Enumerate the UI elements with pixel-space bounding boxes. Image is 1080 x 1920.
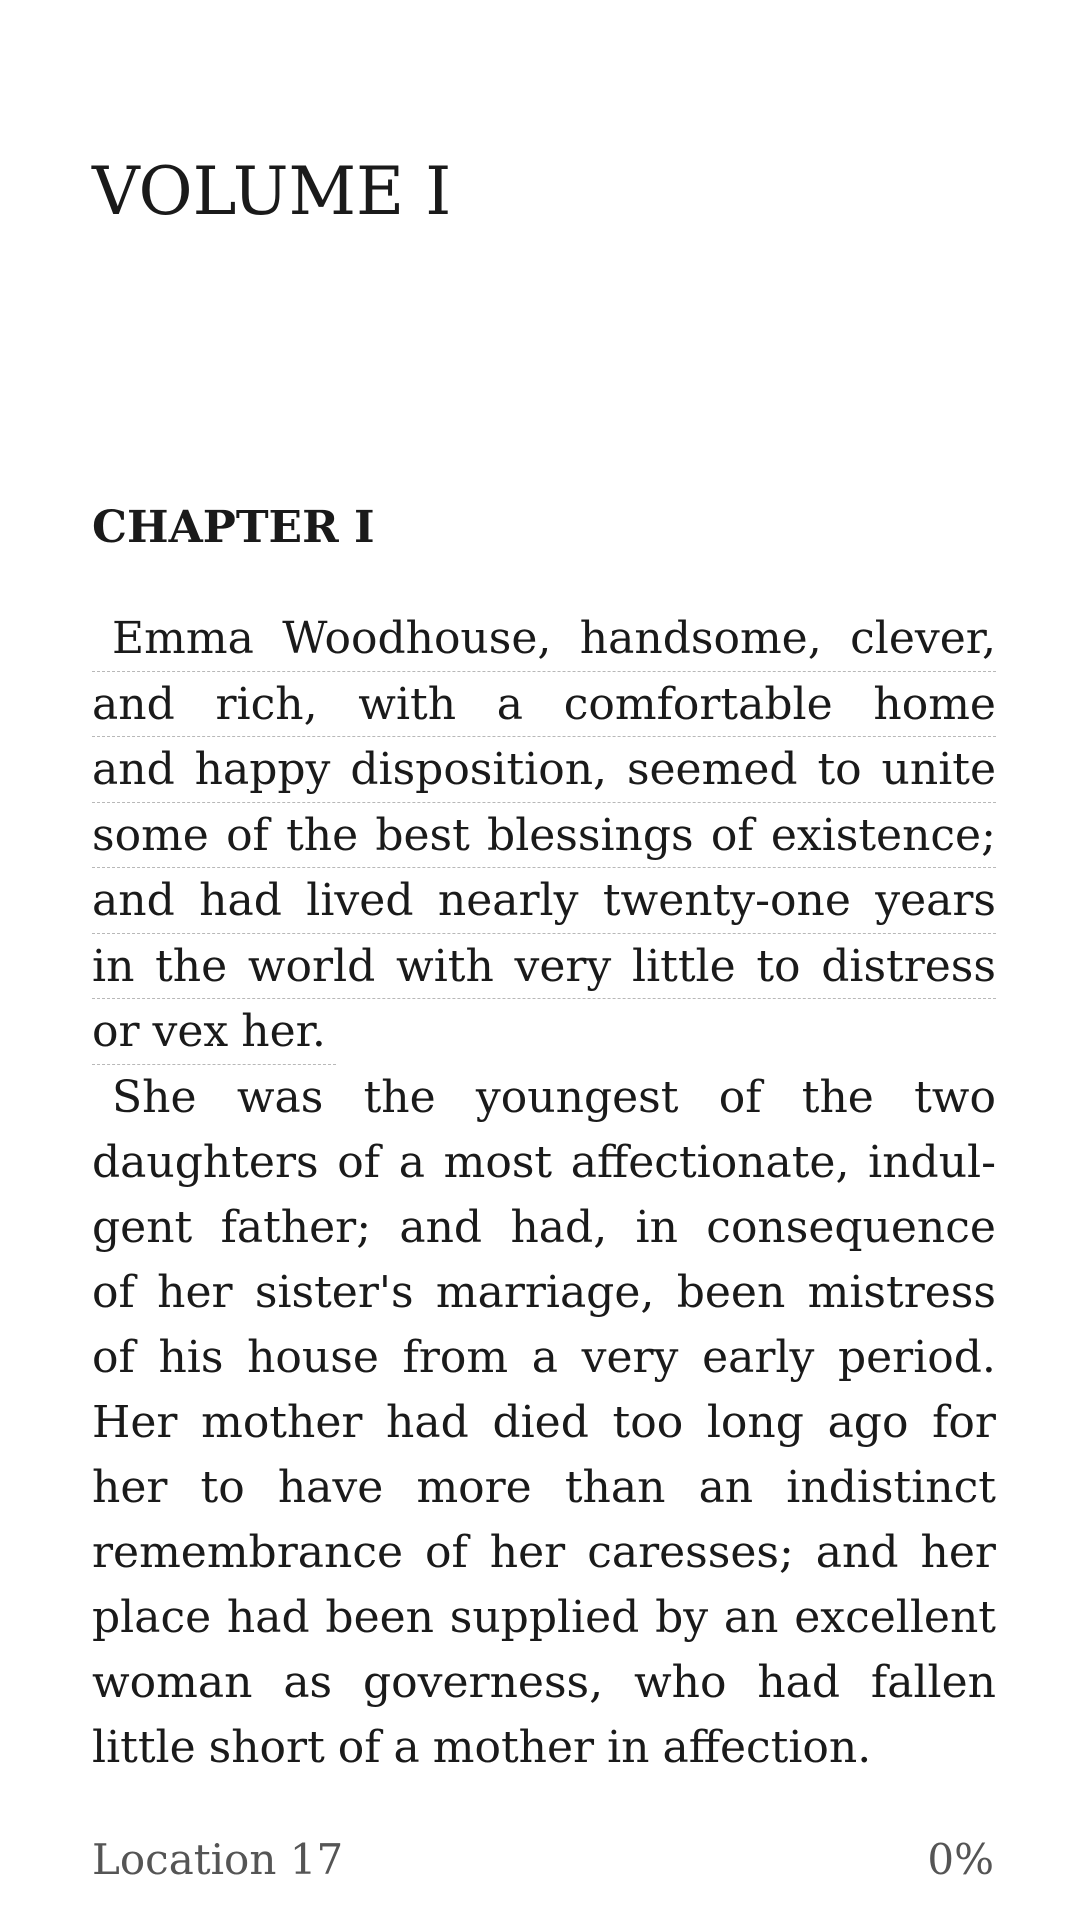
text-line: in the world with very little to distress [92,934,996,1000]
text-line: little short of a mother in affection. [92,1721,872,1773]
location-indicator[interactable]: Location 17 [92,1835,344,1884]
text-line: woman as governess, who had fallen [92,1656,996,1708]
text-line: place had been supplied by an excellent [92,1591,996,1643]
text-line: her to have more than an indistinct [92,1461,996,1513]
text-line: and had lived nearly twenty-one years [92,868,996,934]
text-line: remembrance of her caresses; and her [92,1526,996,1578]
text-line: gent father; and had, in consequence [92,1201,996,1253]
progress-percent[interactable]: 0% [927,1835,994,1884]
chapter-heading: CHAPTER I [92,502,375,553]
text-line: or vex her. [92,999,336,1065]
text-line: of his house from a very early period. [92,1331,996,1383]
volume-heading: VOLUME I [92,153,452,230]
text-line: She was the youngest of the two [112,1071,996,1123]
text-line: daughters of a most affectionate, indul- [92,1136,996,1188]
text-line: Emma Woodhouse, handsome, clever, [92,606,996,672]
text-line: and happy disposition, seemed to unite [92,737,996,803]
chapter-body[interactable] [92,606,996,1780]
paragraph[interactable] [92,1065,996,1780]
text-line: and rich, with a comfortable home [92,672,996,738]
reading-page[interactable] [92,0,996,1920]
text-line: of her sister's marriage, been mistress [92,1266,996,1318]
highlighted-paragraph[interactable] [92,606,996,1065]
text-line: some of the best blessings of existence; [92,803,996,869]
text-line: Her mother had died too long ago for [92,1396,996,1448]
